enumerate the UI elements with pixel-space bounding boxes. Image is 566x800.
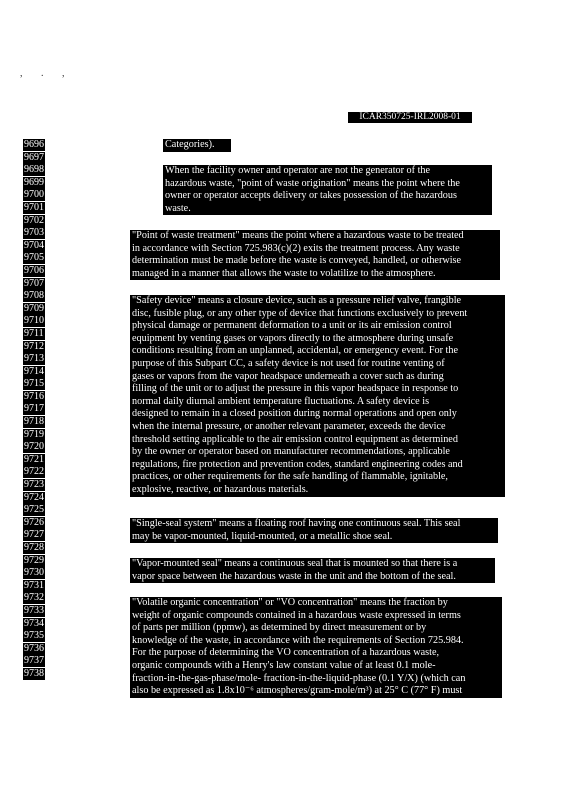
line-number: 9735 — [24, 630, 44, 642]
line-number: 9706 — [24, 264, 44, 276]
line-number: 9709 — [24, 302, 44, 314]
line-number: 9702 — [24, 214, 44, 226]
text-line: disc, fusible plug, or any other type of device that functions exclusively to prevent — [132, 307, 468, 319]
text-line: explosive, reactive, or hazardous materials. — [132, 483, 309, 495]
line-number: 9712 — [24, 340, 44, 352]
line-number: 9707 — [24, 277, 44, 289]
text-line: physical damage or permanent deformation to a unit or its air emission control — [132, 320, 452, 332]
line-number: 9721 — [24, 453, 44, 465]
line-number: 9737 — [24, 655, 44, 667]
text-line: filling of the unit or to adjust the pressure in this vapor headspace in response to — [132, 383, 459, 395]
line-number: 9726 — [24, 516, 44, 528]
line-number: 9732 — [24, 592, 44, 604]
text-line: "Safety device" means a closure device, such as a pressure relief valve, frangible — [132, 295, 462, 306]
line-number: 9725 — [24, 504, 44, 516]
text-line: Categories). — [165, 139, 215, 150]
line-number: 9718 — [24, 416, 44, 428]
line-number: 9736 — [24, 642, 44, 654]
text-line: purpose of this Subpart CC, a safety device is not used for routine venting of — [132, 357, 445, 369]
line-number: 9710 — [24, 315, 44, 327]
text-line: by the owner or operator based on manufacturer recommendations, applicable — [132, 446, 450, 458]
line-number: 9704 — [24, 239, 44, 251]
line-number: 9696 — [24, 139, 44, 150]
line-number: 9705 — [24, 252, 44, 264]
text-line: gases or vapors from the vapor headspace underneath a cover such as during — [132, 370, 444, 382]
text-line: when the internal pressure, or another relevant parameter, exceeds the device — [132, 420, 446, 432]
line-number: 9724 — [24, 491, 44, 503]
line-number: 9722 — [24, 466, 44, 478]
line-number: 9727 — [24, 529, 44, 541]
text-line: For the purpose of determining the VO concentration of a hazardous waste, — [132, 647, 440, 659]
line-number: 9733 — [24, 604, 44, 616]
line-number: 9703 — [24, 227, 44, 239]
line-number: 9708 — [24, 290, 44, 302]
scan-specks: , . , — [20, 68, 73, 79]
text-line: weight of organic compounds contained in a hazardous waste expressed in terms — [132, 609, 461, 621]
text-line: waste. — [165, 202, 191, 214]
line-number: 9716 — [24, 390, 44, 402]
text-line: conditions resulting from an unplanned, accidental, or emergency event. For the — [132, 345, 458, 357]
text-line: hazardous waste, "point of waste origination" means the point where the — [165, 177, 460, 189]
line-number: 9717 — [24, 403, 44, 415]
text-line: owner or operator accepts delivery or takes possession of the hazardous — [165, 190, 457, 202]
text-line: designed to remain in a closed position during normal operations and open only — [132, 408, 457, 420]
line-number: 9697 — [24, 151, 44, 163]
line-number: 9734 — [24, 617, 44, 629]
line-number: 9720 — [24, 441, 44, 453]
line-number: 9723 — [24, 479, 44, 491]
line-number-column — [23, 139, 45, 681]
text-line: knowledge of the waste, in accordance with the requirements of Section 725.984. — [132, 634, 464, 646]
text-line: practices, or other requirements for the safe handling of flammable, ignitable, — [132, 471, 448, 483]
line-number: 9731 — [24, 579, 44, 591]
text-line: may be vapor-mounted, liquid-mounted, or a metallic shoe seal. — [132, 530, 393, 542]
text-line: regulations, fire protection and prevention codes, standard engineering codes and — [132, 458, 463, 470]
line-number: 9719 — [24, 428, 44, 440]
categories-block — [163, 139, 231, 152]
line-number: 9738 — [24, 667, 44, 679]
text-line: "Volatile organic concentration" or "VO concentration" means the fraction by — [132, 597, 448, 608]
text-line: fraction-in-the-gas-phase/mole- fraction-in-the-liquid-phase (0.1 Y/X) (which can — [132, 672, 466, 684]
text-line: normal daily diurnal ambient temperature fluctuations. A safety device is — [132, 395, 430, 407]
line-number: 9700 — [24, 189, 44, 201]
text-line: equipment by venting gases or vapors directly to the atmosphere during unsafe — [132, 332, 454, 344]
text-line: "Vapor-mounted seal" means a continuous seal that is mounted so that there is a — [132, 558, 458, 569]
text-line: determination must be made before the waste is conveyed, handled, or otherwise — [132, 255, 462, 267]
line-number: 9711 — [24, 327, 44, 339]
line-number: 9728 — [24, 542, 44, 553]
line-number: 9701 — [24, 201, 44, 213]
text-line: organic compounds with a Henry's law constant value of at least 0.1 mole- — [132, 659, 436, 671]
text-line: "Single-seal system" means a floating roof having one continuous seal. This seal — [132, 518, 461, 529]
line-number: 9729 — [24, 554, 44, 566]
single-seal-paragraph — [130, 518, 498, 543]
line-number: 9699 — [24, 176, 44, 188]
text-line: managed in a manner that allows the waste to volatilize to the atmosphere. — [132, 267, 436, 279]
treatment-paragraph — [130, 230, 500, 280]
origination-paragraph — [163, 165, 492, 215]
text-line: of parts per million (ppmw), as determined by direct measurement or by — [132, 622, 427, 634]
line-number: 9698 — [24, 164, 44, 176]
line-number: 9713 — [24, 353, 44, 365]
text-line: "Point of waste treatment" means the point where a hazardous waste to be treated — [132, 230, 464, 241]
vapor-seal-paragraph — [130, 558, 495, 583]
text-line: in accordance with Section 725.983(c)(2) exits the treatment process. Any waste — [132, 242, 460, 254]
document-id: ICAR350725-IRL2008-01 — [348, 112, 472, 123]
line-number: 9714 — [24, 365, 44, 377]
line-number: 9715 — [24, 378, 44, 390]
safety-device-paragraph — [130, 295, 505, 497]
line-number: 9730 — [24, 567, 44, 579]
text-line: When the facility owner and operator are not the generator of the — [165, 165, 431, 176]
vo-concentration-paragraph — [130, 597, 502, 698]
text-line: also be expressed as 1.8x10⁻⁶ atmospheres/gram-mole/m³) at 25° C (77° F) must — [132, 685, 463, 697]
text-line: vapor space between the hazardous waste in the unit and the bottom of the seal. — [132, 570, 456, 582]
text-line: threshold setting applicable to the air emission control equipment as determined — [132, 433, 458, 445]
